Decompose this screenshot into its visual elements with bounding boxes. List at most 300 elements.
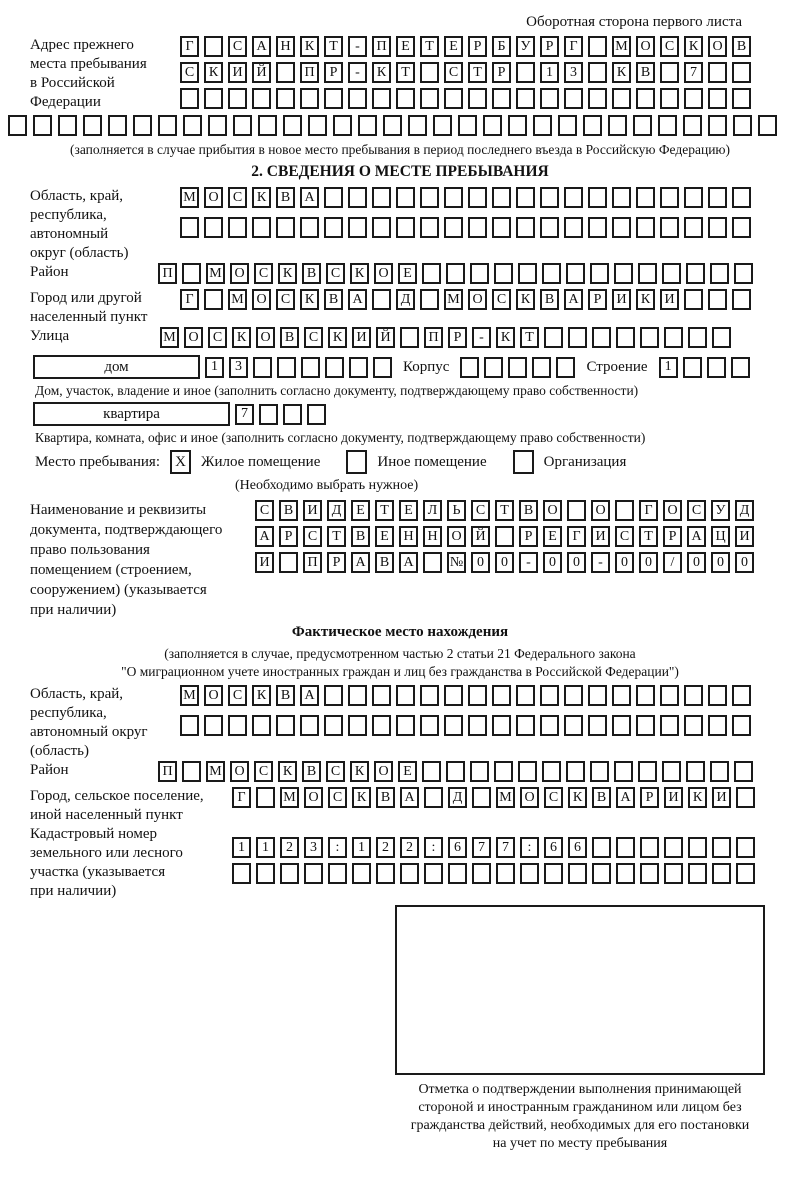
text-line: Наименование и реквизиты [30, 502, 207, 518]
char-cell [732, 685, 751, 706]
char-cell [324, 685, 343, 706]
char-cell [252, 715, 271, 736]
char-cell [564, 187, 583, 208]
char-cell: П [158, 761, 177, 782]
char-cell [518, 761, 537, 782]
char-cell: У [516, 36, 535, 57]
char-cell [734, 761, 753, 782]
document-row-2 [255, 526, 800, 547]
char-cell: 2 [376, 837, 395, 858]
char-cell [588, 36, 607, 57]
char-cell: С [208, 327, 227, 348]
char-cell [494, 263, 513, 284]
char-cell: / [663, 552, 682, 573]
district-block [30, 263, 800, 289]
char-cell [372, 88, 391, 109]
text-line: Область, край, [30, 188, 124, 204]
char-cell [400, 863, 419, 884]
char-cell: Е [396, 36, 415, 57]
char-cell [732, 187, 751, 208]
char-cell: 6 [448, 837, 467, 858]
char-cell: В [376, 787, 395, 808]
char-cell: С [228, 685, 247, 706]
char-cell [684, 217, 703, 238]
char-cell: Е [399, 500, 418, 521]
stay-type-row [35, 449, 800, 475]
text-line: "О миграционном учете иностранных граждан и лиц без гражданства в Российской Федерации") [121, 664, 679, 679]
char-cell [688, 837, 707, 858]
actual-city-row [232, 787, 755, 808]
region-row-2 [180, 217, 800, 238]
char-cell [516, 685, 535, 706]
char-cell: У [711, 500, 730, 521]
char-cell [708, 715, 727, 736]
char-cell: Е [543, 526, 562, 547]
char-cell [684, 187, 703, 208]
stay-type-option-other: Иное помещение [377, 453, 487, 470]
char-cell [636, 217, 655, 238]
char-cell [333, 115, 352, 136]
char-cell [683, 357, 702, 378]
char-cell: Н [423, 526, 442, 547]
char-cell [276, 715, 295, 736]
char-cell [492, 685, 511, 706]
char-cell: - [348, 62, 367, 83]
char-cell: С [254, 761, 273, 782]
char-cell: К [278, 761, 297, 782]
char-cell [564, 685, 583, 706]
char-cell [277, 357, 296, 378]
char-cell [684, 715, 703, 736]
char-cell: К [612, 62, 631, 83]
actual-location-note [0, 645, 800, 681]
char-cell: К [300, 289, 319, 310]
char-cell: С [687, 500, 706, 521]
char-cell [444, 217, 463, 238]
text-line: иной населенный пункт [30, 807, 183, 823]
char-cell: А [564, 289, 583, 310]
char-cell: Р [492, 62, 511, 83]
char-cell: Т [396, 62, 415, 83]
char-cell: Т [375, 500, 394, 521]
text-line: Город или другой [30, 290, 142, 306]
char-cell [660, 62, 679, 83]
char-cell [736, 863, 755, 884]
char-cell: 7 [496, 837, 515, 858]
char-cell [686, 761, 705, 782]
char-cell: И [735, 526, 754, 547]
char-cell [636, 715, 655, 736]
actual-region-block [30, 685, 800, 761]
char-cell: Е [351, 500, 370, 521]
char-cell: К [352, 787, 371, 808]
char-cell [516, 187, 535, 208]
char-cell: В [279, 500, 298, 521]
char-cell: 1 [205, 357, 224, 378]
char-cell [358, 115, 377, 136]
char-cell: П [300, 62, 319, 83]
char-cell [468, 715, 487, 736]
char-cell: О [663, 500, 682, 521]
char-cell [204, 36, 223, 57]
char-cell [516, 62, 535, 83]
char-cell: М [280, 787, 299, 808]
char-cell [544, 327, 563, 348]
char-cell [660, 685, 679, 706]
text-line: Федерации [30, 94, 101, 110]
char-cell [664, 863, 683, 884]
char-cell [420, 715, 439, 736]
char-cell: 2 [280, 837, 299, 858]
char-cell: Р [588, 289, 607, 310]
stay-type-option-residential: Жилое помещение [201, 453, 321, 470]
char-cell [683, 115, 702, 136]
char-cell: О [447, 526, 466, 547]
char-cell [712, 837, 731, 858]
char-cell [640, 327, 659, 348]
char-cell: О [468, 289, 487, 310]
char-cell: Е [444, 36, 463, 57]
char-cell: О [374, 761, 393, 782]
stamp-caption [380, 1081, 780, 1153]
text-line: (заполняется в случае, предусмотренном частью 2 статьи 21 Федерального закона [164, 646, 636, 661]
char-cell [731, 357, 750, 378]
char-cell: Г [232, 787, 251, 808]
text-line: участка (указывается [30, 864, 166, 880]
char-cell: Р [663, 526, 682, 547]
char-cell [732, 715, 751, 736]
char-cell [300, 88, 319, 109]
char-cell: 0 [615, 552, 634, 573]
char-cell: : [520, 837, 539, 858]
char-cell: П [424, 327, 443, 348]
char-cell [544, 863, 563, 884]
char-cell [684, 685, 703, 706]
char-cell [324, 217, 343, 238]
char-cell: В [375, 552, 394, 573]
char-cell [588, 685, 607, 706]
char-cell: О [708, 36, 727, 57]
char-cell: Т [639, 526, 658, 547]
char-cell: С [276, 289, 295, 310]
char-cell: К [252, 187, 271, 208]
char-cell [373, 357, 392, 378]
char-cell: К [204, 62, 223, 83]
char-cell: : [424, 837, 443, 858]
char-cell: 1 [659, 357, 678, 378]
char-cell: С [544, 787, 563, 808]
char-cell [592, 837, 611, 858]
char-cell: Ц [711, 526, 730, 547]
char-cell [736, 787, 755, 808]
stay-type-option-organization: Организация [543, 453, 627, 470]
char-cell: В [519, 500, 538, 521]
char-cell [684, 289, 703, 310]
char-cell: Д [735, 500, 754, 521]
char-cell: С [326, 761, 345, 782]
char-cell [446, 263, 465, 284]
char-cell: С [615, 526, 634, 547]
char-cell: В [732, 36, 751, 57]
char-cell: П [158, 263, 177, 284]
char-cell [612, 715, 631, 736]
char-cell: С [660, 36, 679, 57]
char-cell [732, 289, 751, 310]
char-cell [8, 115, 27, 136]
char-cell: 3 [564, 62, 583, 83]
char-cell: М [180, 187, 199, 208]
char-cell: С [228, 187, 247, 208]
char-cell: К [350, 263, 369, 284]
char-cell [590, 761, 609, 782]
char-cell [158, 115, 177, 136]
char-cell: 3 [229, 357, 248, 378]
text-line: места пребывания [30, 56, 147, 72]
char-cell [707, 357, 726, 378]
char-cell: Г [639, 500, 658, 521]
char-cell: К [684, 36, 703, 57]
char-cell [540, 217, 559, 238]
char-cell [542, 761, 561, 782]
char-cell: К [516, 289, 535, 310]
char-cell [662, 263, 681, 284]
char-cell [516, 88, 535, 109]
char-cell [564, 217, 583, 238]
char-cell [300, 217, 319, 238]
house-number-boxes [205, 357, 392, 378]
actual-district-label: Район [30, 762, 69, 778]
char-cell [638, 263, 657, 284]
char-cell [252, 88, 271, 109]
char-cell [588, 62, 607, 83]
char-cell [348, 88, 367, 109]
street-row [160, 327, 731, 348]
char-cell: В [276, 685, 295, 706]
char-cell [324, 187, 343, 208]
char-cell: М [612, 36, 631, 57]
document-row-3 [255, 552, 800, 573]
stay-type-label: Место пребывания: [35, 453, 160, 470]
char-cell [608, 115, 627, 136]
prev-address-row-1 [180, 36, 800, 57]
char-cell [372, 217, 391, 238]
char-cell [180, 217, 199, 238]
char-cell [420, 187, 439, 208]
char-cell [612, 88, 631, 109]
char-cell: Г [180, 289, 199, 310]
district-label: Район [30, 264, 69, 280]
char-cell: В [324, 289, 343, 310]
char-cell [688, 327, 707, 348]
char-cell [633, 115, 652, 136]
char-cell: С [328, 787, 347, 808]
char-cell [708, 115, 727, 136]
char-cell [732, 88, 751, 109]
char-cell [556, 357, 575, 378]
char-cell [460, 357, 479, 378]
char-cell: 0 [495, 552, 514, 573]
char-cell [283, 404, 302, 425]
char-cell [468, 187, 487, 208]
char-cell [276, 62, 295, 83]
actual-location-title: Фактическое место нахождения [291, 624, 509, 640]
char-cell: М [496, 787, 515, 808]
char-cell: О [543, 500, 562, 521]
text-line: Кадастровый номер [30, 826, 157, 842]
stay-type-checkbox-residential: X [170, 450, 191, 474]
char-cell: Й [471, 526, 490, 547]
char-cell [400, 327, 419, 348]
char-cell [616, 837, 635, 858]
text-line: (область) [30, 743, 89, 759]
actual-city-label [30, 787, 232, 825]
actual-district-row [158, 761, 753, 782]
char-cell [408, 115, 427, 136]
stay-type-checkbox-other [346, 450, 367, 474]
city-label [30, 289, 180, 327]
char-cell [470, 761, 489, 782]
char-cell [710, 263, 729, 284]
char-cell [588, 88, 607, 109]
char-cell: 3 [304, 837, 323, 858]
page-header-note: Оборотная сторона первого листа [526, 14, 742, 30]
char-cell [252, 217, 271, 238]
char-cell [710, 761, 729, 782]
char-cell [348, 715, 367, 736]
char-cell [492, 88, 511, 109]
char-cell: 6 [568, 837, 587, 858]
char-cell: О [230, 761, 249, 782]
cadastral-row-1 [232, 837, 800, 858]
text-line: Область, край, [30, 686, 124, 702]
char-cell: Г [564, 36, 583, 57]
char-cell [540, 685, 559, 706]
char-cell [228, 88, 247, 109]
char-cell [228, 715, 247, 736]
char-cell [518, 263, 537, 284]
char-cell [422, 761, 441, 782]
char-cell: : [328, 837, 347, 858]
stroenie-label: Строение [586, 358, 648, 375]
char-cell [433, 115, 452, 136]
char-cell: С [254, 263, 273, 284]
char-cell: 0 [471, 552, 490, 573]
char-cell [328, 863, 347, 884]
apartment-row [33, 402, 800, 426]
char-cell: С [255, 500, 274, 521]
char-cell [325, 357, 344, 378]
char-cell [324, 88, 343, 109]
char-cell [612, 685, 631, 706]
char-cell: Л [423, 500, 442, 521]
street-block [30, 327, 800, 353]
char-cell [420, 289, 439, 310]
char-cell: М [228, 289, 247, 310]
char-cell: 0 [567, 552, 586, 573]
char-cell [324, 715, 343, 736]
char-cell: Т [495, 500, 514, 521]
text-line: округ (область) [30, 245, 129, 261]
char-cell: И [660, 289, 679, 310]
char-cell [588, 187, 607, 208]
char-cell [736, 837, 755, 858]
char-cell [348, 217, 367, 238]
char-cell [533, 115, 552, 136]
char-cell [662, 761, 681, 782]
char-cell: В [636, 62, 655, 83]
char-cell [253, 357, 272, 378]
char-cell: 6 [544, 837, 563, 858]
char-cell [33, 115, 52, 136]
char-cell: Ь [447, 500, 466, 521]
text-line: гражданства действий, необходимых для его постановки [410, 1118, 750, 1133]
char-cell [58, 115, 77, 136]
char-cell [396, 685, 415, 706]
char-cell [733, 115, 752, 136]
char-cell: М [444, 289, 463, 310]
district-row [158, 263, 753, 284]
actual-district-block [30, 761, 800, 787]
char-cell: Т [468, 62, 487, 83]
text-line: республика, [30, 207, 107, 223]
char-cell [492, 715, 511, 736]
char-cell [638, 761, 657, 782]
char-cell [383, 115, 402, 136]
char-cell: 7 [235, 404, 254, 425]
actual-region-row-1 [180, 685, 800, 706]
char-cell [348, 685, 367, 706]
char-cell: В [351, 526, 370, 547]
char-cell: Д [448, 787, 467, 808]
char-cell [496, 863, 515, 884]
char-cell: О [374, 263, 393, 284]
char-cell: Р [468, 36, 487, 57]
char-cell [83, 115, 102, 136]
stroenie-boxes [659, 357, 750, 378]
char-cell [583, 115, 602, 136]
char-cell [396, 217, 415, 238]
char-cell [233, 115, 252, 136]
char-cell [542, 263, 561, 284]
char-cell [616, 327, 635, 348]
city-row [180, 289, 751, 310]
text-line: помещением (строением, [30, 562, 192, 578]
char-cell [372, 289, 391, 310]
char-cell [732, 217, 751, 238]
text-line: при наличии) [30, 602, 117, 618]
char-cell: 1 [540, 62, 559, 83]
house-row [33, 355, 800, 379]
char-cell: 1 [352, 837, 371, 858]
char-cell: И [255, 552, 274, 573]
char-cell: О [230, 263, 249, 284]
text-line: при наличии) [30, 883, 117, 899]
actual-region-label [30, 685, 180, 761]
char-cell: К [232, 327, 251, 348]
char-cell [444, 187, 463, 208]
char-cell [280, 863, 299, 884]
house-cell: дом [33, 355, 200, 379]
char-cell [423, 552, 442, 573]
char-cell [492, 187, 511, 208]
char-cell: 7 [472, 837, 491, 858]
char-cell [470, 263, 489, 284]
char-cell [615, 500, 634, 521]
char-cell [558, 115, 577, 136]
char-cell [664, 327, 683, 348]
char-cell: С [303, 526, 322, 547]
char-cell [636, 685, 655, 706]
